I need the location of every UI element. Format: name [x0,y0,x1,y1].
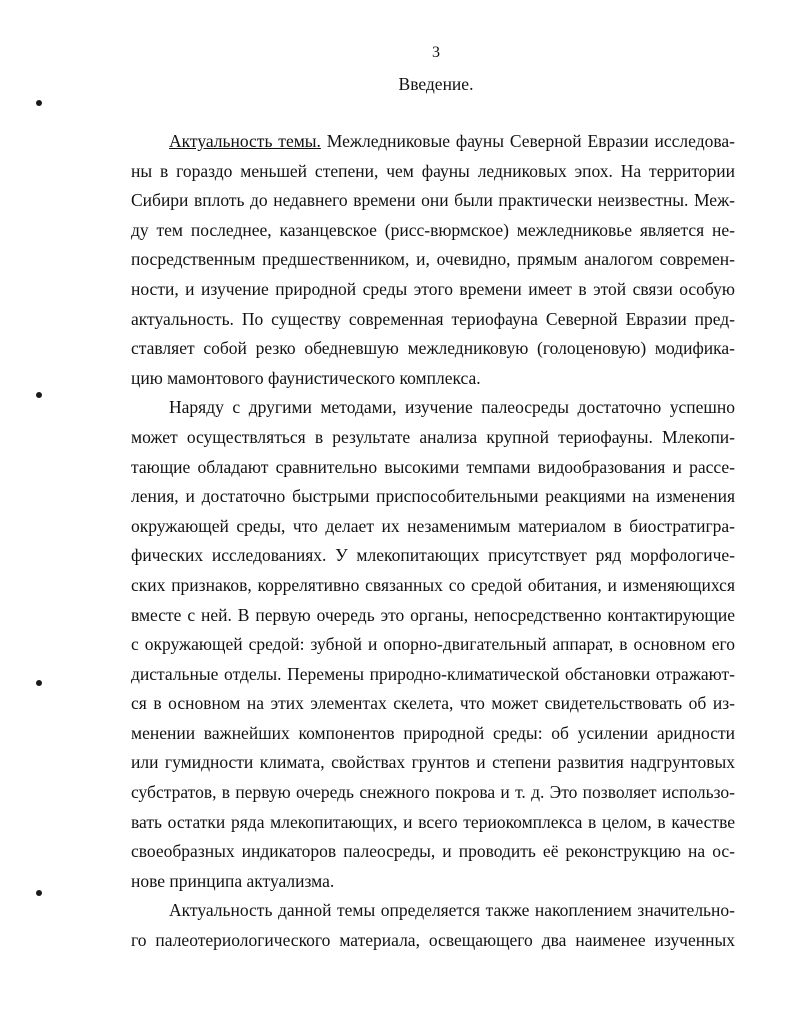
topic-relevance-label: Актуальность темы. [169,131,321,151]
text-line: субстратов, в первую очередь снежного покрова и т. д. Это позволяет использо- [131,782,735,803]
text-line: менении важнейших компонентов природной среды: об усилении аридности [131,722,735,743]
binder-hole-mark [36,100,42,106]
text-line: ления, и достаточно быстрыми приспособительными реакциями на изменения [131,486,735,507]
paragraph-relevance [131,127,735,393]
text-line: ду тем последнее, казанцевское (рисс-вюрмское) межледниковье является не- [131,219,735,240]
text-line: ских признаков, коррелятивно связанных со средой обитания, и изменяющихся [131,574,735,595]
document-body [131,127,735,956]
text-line: тающие обладают сравнительно высокими темпами видообразования и рассе- [131,456,735,477]
text-line: ставляет собой резко обедневшую межледниковую (голоценовую) модифика- [131,338,735,359]
text-line: цию мамонтового фаунистического комплекса. [131,367,481,388]
text-line: актуальность. По существу современная териофауна Северной Евразии пред- [131,308,735,329]
text-line: Сибири вплоть до недавнего времени они были практически неизвестны. Меж- [131,190,735,211]
text-line: может осуществляться в результате анализа крупной териофауны. Млекопи- [131,426,735,447]
text-line: ны в гораздо меньшей степени, чем фауны ледниковых эпох. На территории [131,160,735,181]
binder-hole-mark [36,680,42,686]
binder-hole-mark [36,392,42,398]
text-line: вать остатки ряда млекопитающих, и всего териокомплекса в целом, в качестве [131,811,735,832]
text-line: окружающей среды, что делает их незаменимым материалом в биостратигра- [131,515,735,536]
text-line: вместе с ней. В первую очередь это органы, непосредственно контактирующие [131,604,735,625]
text-line: нове принципа актуализма. [131,870,335,891]
text-line: или гумидности климата, свойствах грунтов и степени развития надгрунтовых [131,752,735,773]
page-number: 3 [432,44,440,61]
paragraph-methods [131,393,735,896]
text-line: посредственным предшественником, и, очевидно, прямым аналогом современ- [131,249,735,270]
text-line: ности, и изучение природной среды этого времени имеет в этой связи особую [131,278,735,299]
binder-hole-mark [36,890,42,896]
text-line: Наряду с другими методами, изучение палеосреды достаточно успешно [169,397,735,418]
page-heading: Введение. [398,74,474,94]
text-line: ся в основном на этих элементах скелета, что может свидетельствовать об из- [131,693,735,714]
text-line: го палеотериологического материала, освещающего два наименее изученных [131,930,735,951]
paragraph-material [131,896,735,955]
text-line: фических исследованиях. У млекопитающих присутствует ряд морфологиче- [131,545,735,566]
text-line: Актуальность темы. Межледниковые фауны Северной Евразии исследова- [169,131,735,151]
text-line: своеобразных индикаторов палеосреды, и проводить её реконструкцию на ос- [131,841,735,862]
text-line: дистальные отделы. Перемены природно-климатической обстановки отражают- [131,663,735,684]
text-line: Актуальность данной темы определяется также накоплением значительно- [169,900,735,921]
text-line: с окружающей средой: зубной и опорно-двигательный аппарат, в основном его [131,634,735,655]
